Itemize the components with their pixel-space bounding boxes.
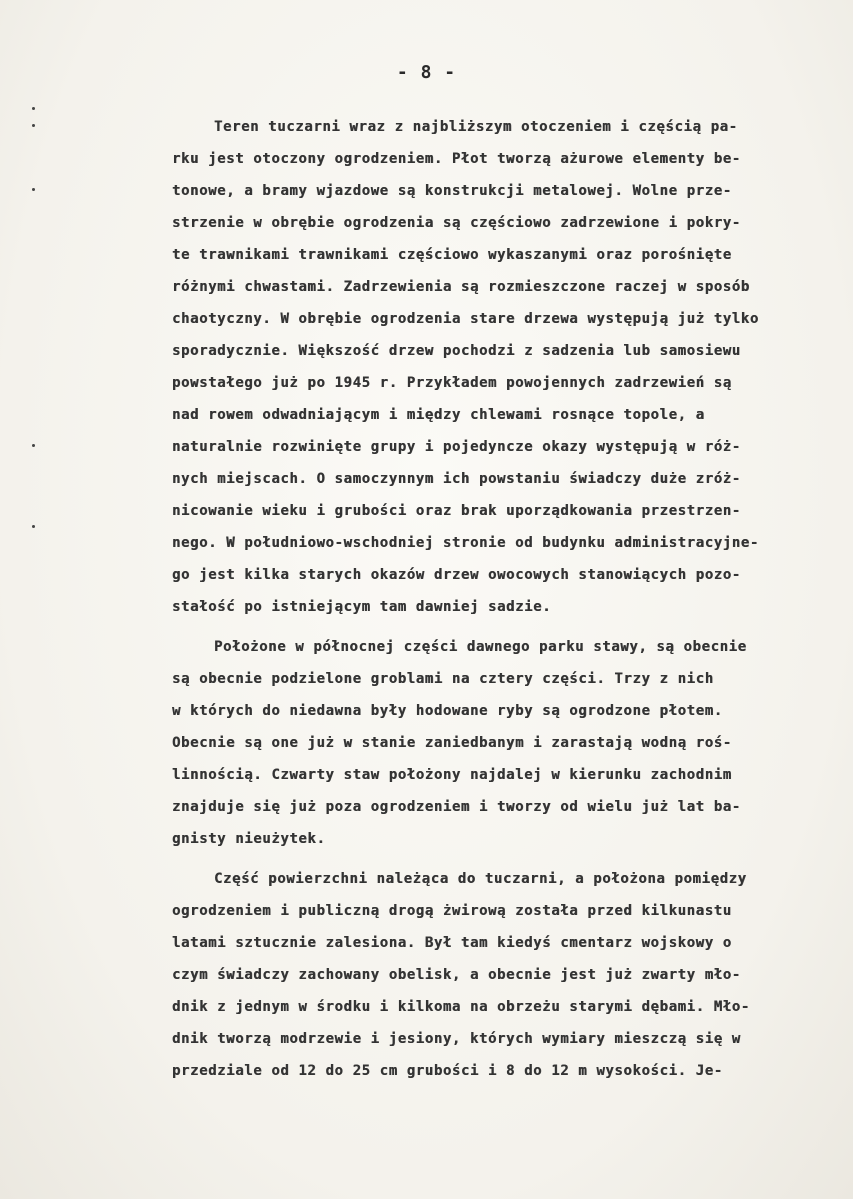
text-line: sporadycznie. Większość drzew pochodzi z sadzenia lub samosiewu — [172, 343, 741, 359]
text-line: w których do niedawna były hodowane ryby są ogrodzone płotem. — [172, 703, 723, 719]
text-line: go jest kilka starych okazów drzew owocowych stanowiących pozo- — [172, 567, 741, 583]
text-line: tonowe, a bramy wjazdowe są konstrukcji metalowej. Wolne prze- — [172, 183, 732, 199]
text-line: powstałego już po 1945 r. Przykładem powojennych zadrzewień są — [172, 375, 732, 391]
text-line: nych miejscach. O samoczynnym ich powstaniu świadczy duże zróż- — [172, 471, 741, 487]
text-line: znajduje się już poza ogrodzeniem i tworzy od wielu już lat ba- — [172, 799, 741, 815]
margin-mark — [32, 444, 35, 447]
text-line: stałość po istniejącym tam dawniej sadzie. — [172, 599, 552, 615]
text-line: Teren tuczarni wraz z najbliższym otoczeniem i częścią pa- — [214, 119, 738, 135]
text-line: strzenie w obrębie ogrodzenia są częściowo zadrzewione i pokry- — [172, 215, 741, 231]
margin-mark — [32, 107, 35, 110]
text-line: naturalnie rozwinięte grupy i pojedyncze okazy występują w róż- — [172, 439, 741, 455]
margin-mark — [32, 124, 35, 127]
text-line: Obecnie są one już w stanie zaniedbanym i zarastają wodną roś- — [172, 735, 732, 751]
text-line: nad rowem odwadniającym i między chlewami rosnące topole, a — [172, 407, 705, 423]
text-line: dnik z jednym w środku i kilkoma na obrzeżu starymi dębami. Mło- — [172, 999, 750, 1015]
page-number: - 8 - — [396, 62, 457, 83]
text-line: dnik tworzą modrzewie i jesiony, których wymiary mieszczą się w — [172, 1031, 741, 1047]
text-line: rku jest otoczony ogrodzeniem. Płot tworzą ażurowe elementy be- — [172, 151, 741, 167]
text-line: przedziale od 12 do 25 cm grubości i 8 do 12 m wysokości. Je- — [172, 1063, 723, 1079]
margin-mark — [32, 188, 35, 191]
text-line: Położone w północnej części dawnego parku stawy, są obecnie — [214, 639, 747, 655]
text-line: różnymi chwastami. Zadrzewienia są rozmieszczone raczej w sposób — [172, 279, 750, 295]
text-line: ogrodzeniem i publiczną drogą żwirową została przed kilkunastu — [172, 903, 732, 919]
text-line: gnisty nieużytek. — [172, 831, 326, 847]
margin-mark — [32, 525, 35, 528]
text-line: chaotyczny. W obrębie ogrodzenia stare drzewa występują już tylko — [172, 311, 759, 327]
text-line: te trawnikami trawnikami częściowo wykaszanymi oraz porośnięte — [172, 247, 732, 263]
text-line: nicowanie wieku i grubości oraz brak uporządkowania przestrzen- — [172, 503, 741, 519]
text-line: są obecnie podzielone groblami na cztery części. Trzy z nich — [172, 671, 714, 687]
text-line: latami sztucznie zalesiona. Był tam kiedyś cmentarz wojskowy o — [172, 935, 732, 951]
text-line: nego. W południowo-wschodniej stronie od budynku administracyjne- — [172, 535, 759, 551]
text-line: linnością. Czwarty staw położony najdalej w kierunku zachodnim — [172, 767, 732, 783]
text-line: czym świadczy zachowany obelisk, a obecnie jest już zwarty mło- — [172, 967, 741, 983]
text-line: Część powierzchni należąca do tuczarni, a położona pomiędzy — [214, 871, 747, 887]
